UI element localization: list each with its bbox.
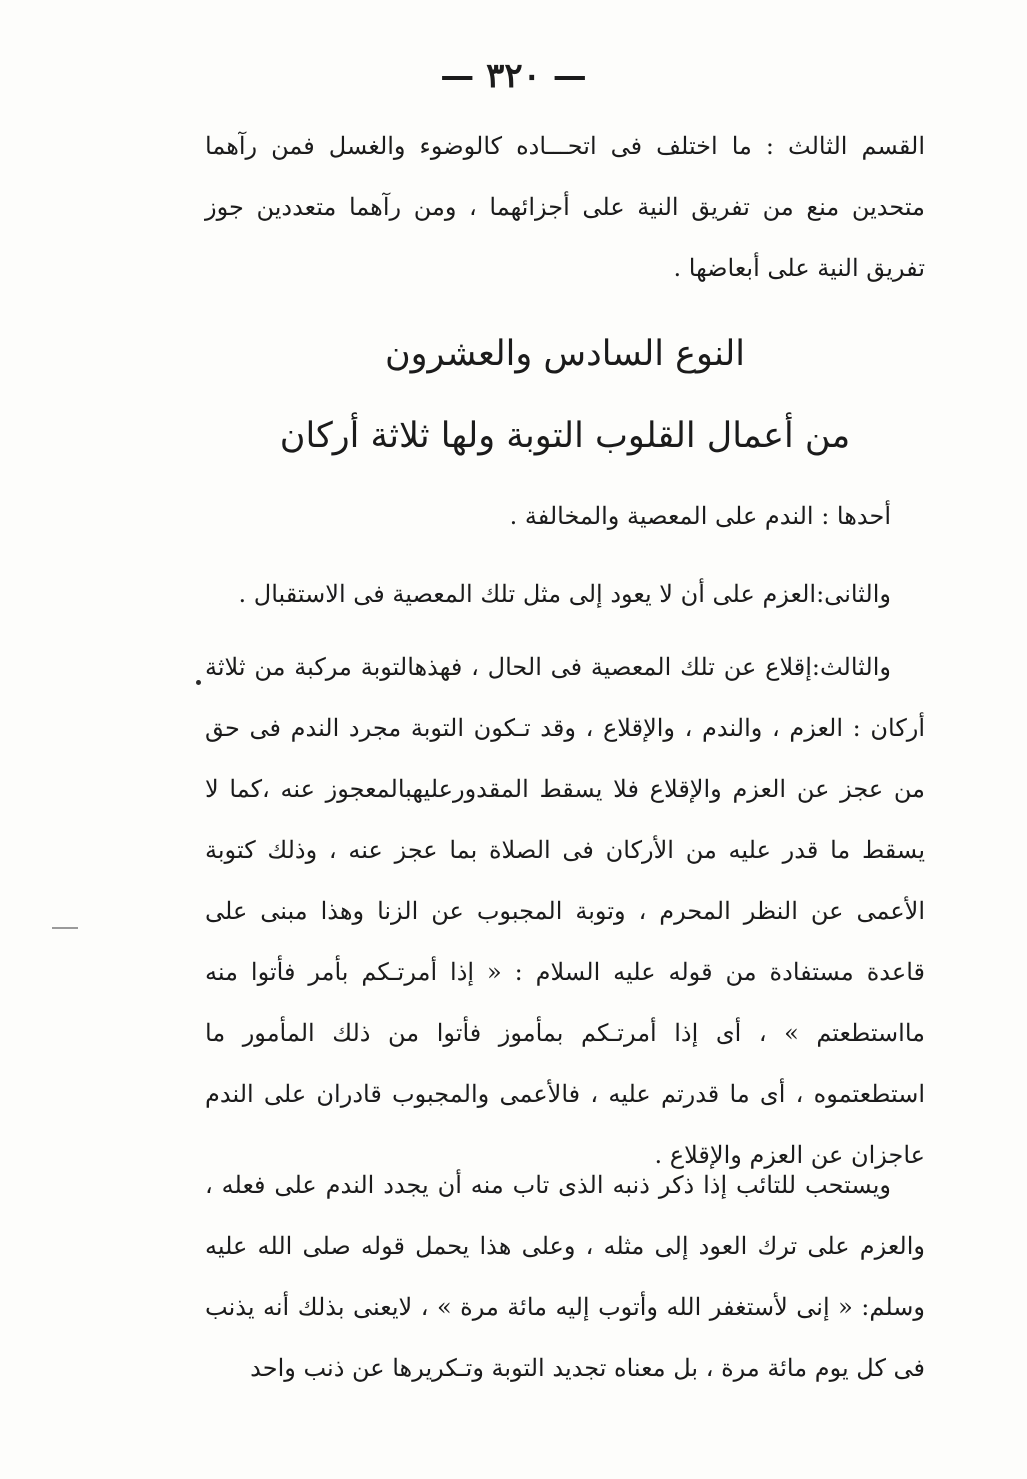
page-number: — ٣٢٠ — [440, 56, 587, 96]
renewal-paragraph: ويستحب للتائب إذا ذكر ذنبه الذى تاب منه أن يجدد الندم على فعله ، والعزم على ترك العود إلى مثله ، وعلى هذا يحمل قوله صلى الله عليه وسلم: « إنى لأستغفر الله وأتوب إليه مائة مرة » ، لايعنى بذلك أنه يذنب فى كل يوم مائة مرة ، بل معناه تجديد التوبة وتـكريرها عن ذنب واحد [205, 1171, 926, 1382]
section-three-paragraph: القسم الثالث : ما اختلف فى اتحـــاده كالوضوء والغسل فمن رآهما متحدين منع من تفريق النية على أجزائهما ، ومن رآهما متعددين جوز تفريق النية على أبعاضها . [205, 132, 925, 282]
pillar-two-paragraph: والثانى:العزم على أن لا يعود إلى مثل تلك المعصية فى الاستقبال . [238, 580, 891, 608]
pillar-three-paragraph: والثالث:إقلاع عن تلك المعصية فى الحال ، فهذهالتوبة مركبة من ثلاثة أركان : العزم ، والندم ، والإقلاع ، وقد تـكون التوبة مجرد الندم فى حق من عجز عن العزم والإقلاع فلا يسقط المقدورعليهبالمعجوز عنه ،كما لا يسقط ما قدر عليه من الأركان فى الصلاة بما عجز عنه ، وذلك كتوبة الأعمى عن النظر المحرم ، وتوبة المجبوب عن الزنا وهذا مبنى على قاعدة مستفادة من قوله عليه السلام : « إذا أمرتـكم بأمر فأتوا منه مااستطعتم » ، أى إذا أمرتـكم بمأموز فأتوا من ذلك المأمور ما استطعتموه ، أى ما قدرتم عليه ، فالأعمى والمجبوب قادران على الندم عاجزان عن العزم والإقلاع . [205, 653, 926, 1169]
chapter-title: النوع السادس والعشرون [384, 334, 746, 374]
margin-scan-mark [52, 927, 78, 929]
pillar-one-paragraph: أحدها : الندم على المعصية والمخالفة . [509, 502, 891, 530]
chapter-subtitle: من أعمال القلوب التوبة ولها ثلاثة أركان [279, 416, 851, 456]
ink-speck [196, 680, 201, 685]
